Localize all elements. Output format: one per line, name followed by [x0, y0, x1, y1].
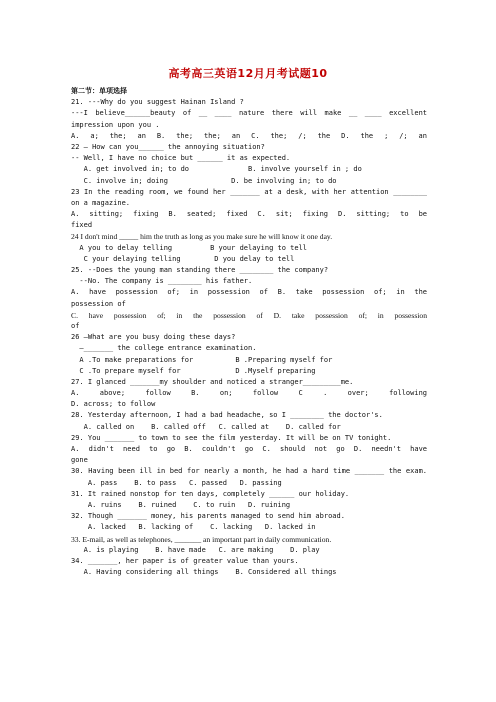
text-line: 31. It rained nonstop for ten days, completely ______ our holiday. [71, 489, 350, 498]
text-line: A. ruins B. ruined C. to ruin D. ruining [71, 500, 291, 509]
text-line: -- Well, I have no choice but ______ it as expected. [71, 154, 291, 163]
question-list [71, 86, 427, 578]
text-line: gone [71, 456, 88, 465]
text-line: A. above; follow B. on; follow C . over; following [71, 389, 427, 398]
text-line: C .To prepare myself for D .Myself preparing [71, 366, 316, 375]
text-line: A. is playing B. have made C. are making D. play [71, 545, 320, 554]
section-heading: 第二节：单项选择 [71, 87, 127, 95]
text-line: 34. _______, her paper is of greater value than yours. [71, 556, 299, 565]
text-line: A. a; the; an B. the; the; an C. the; /; the D. the ; /; an [71, 131, 427, 140]
text-line: 24 I don't mind _____ him the truth as long as you make sure he will know it one day. [71, 232, 333, 242]
text-line: A. pass B. to pass C. passed D. passing [71, 478, 282, 487]
text-line: A. get involved in; to do B. involve yourself in ; do [71, 165, 362, 174]
text-line: --No. The company is ________ his father. [71, 277, 253, 286]
text-line: fixed [71, 221, 93, 230]
text-line: A. have possession of; in possession of B. take possession of; in the [71, 288, 427, 297]
page-title: 高考高三英语12月月考试题10 [168, 67, 328, 80]
text-line: A. lacked B. lacking of C. lacking D. lacked in [71, 523, 316, 532]
text-line: D. across; to follow [71, 400, 156, 409]
text-line: A .To make preparations for B .Preparing myself for [71, 355, 333, 364]
text-line: —_______ the college entrance examination. [71, 344, 257, 353]
text-line: ---I believe______beauty of __ ____ nature there will make __ ____ excellent [71, 109, 427, 118]
text-line: C. have possession of; in the possession of D. take possession of; in possession [71, 310, 427, 320]
text-line: 25. --Does the young man standing there ________ the company? [71, 266, 329, 274]
text-line: of [71, 321, 80, 330]
text-line: C. involve in; doing D. be involving in; to do [71, 176, 337, 185]
text-line: A you to delay telling B your delaying to tell [71, 243, 308, 252]
text-line: 23 In the reading room, we found her _______ at a desk, with her attention ________ [71, 187, 427, 196]
text-line: A. called on B. called off C. called at D. called for [71, 422, 341, 431]
text-line: on a magazine. [71, 198, 131, 207]
text-line: possession of [71, 299, 126, 308]
text-line: 32. Though _______ money, his parents managed to send him abroad. [71, 512, 345, 521]
text-line: C your delaying telling D you delay to tell [71, 254, 295, 263]
text-line: 27. I glanced _______my shoulder and noticed a stranger_________me. [71, 377, 354, 386]
text-line: A. didn't need to go B. couldn't go C. should not go D. needn't have [71, 445, 427, 453]
text-line: 33. E-mail, as well as telephones, _______ an important part in daily communication. [71, 534, 332, 544]
text-line: 21. ---Why do you suggest Hainan Island ? [71, 98, 244, 107]
text-line: A. sitting; fixing B. seated; fixed C. sit; fixing D. sitting; to be [71, 210, 427, 219]
text-line: 22 – How can you______ the annoying situation? [71, 142, 265, 151]
text-line: 26 —What are you busy doing these days? [71, 333, 236, 342]
text-line: A. Having considering all things B. Considered all things [71, 568, 337, 577]
text-line: 28. Yesterday afternoon, I had a bad headache, so I ________ the doctor's. [71, 411, 383, 420]
text-line: impression upon you . [71, 120, 160, 129]
text-line: 29. You _______ to town to see the film yesterday. It will be on TV tonight. [71, 433, 392, 442]
text-line: 30. Having been ill in bed for nearly a month, he had a hard time _______ the exam. [71, 467, 427, 476]
